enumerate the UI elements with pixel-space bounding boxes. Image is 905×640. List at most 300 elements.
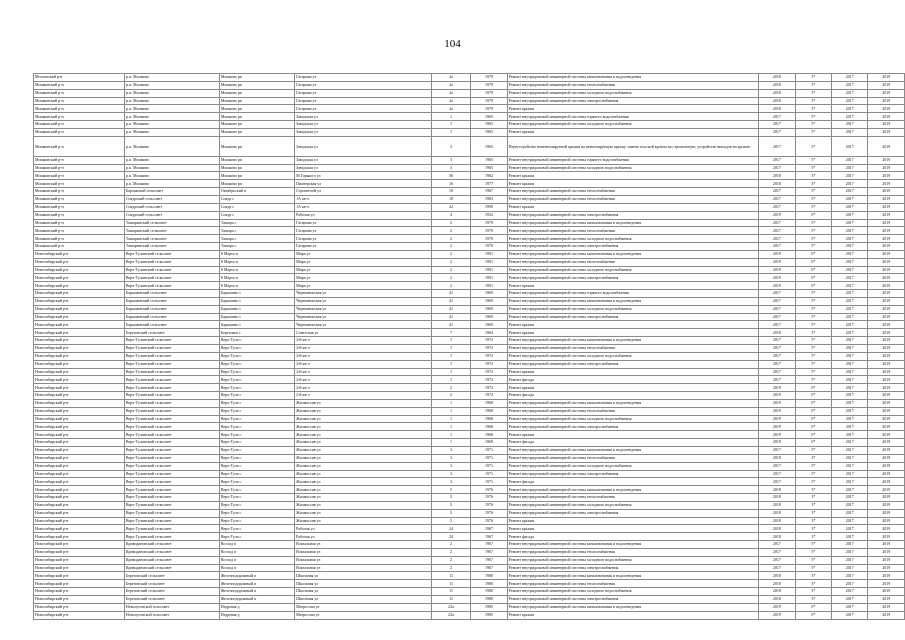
period-start-cell: 2017 (832, 188, 868, 196)
period-end-cell: 2019 (868, 611, 905, 619)
priority-cell: 3* (795, 517, 831, 525)
priority-cell: 5* (795, 337, 831, 345)
district-cell: Новосибирский р-н (34, 384, 125, 392)
period-end-cell: 2019 (868, 305, 905, 313)
locality-cell: Железнодорожный п (219, 588, 294, 596)
district-cell: Новосибирский р-н (34, 486, 125, 494)
locality-cell: Верх-Тула с (219, 384, 294, 392)
table-row (34, 525, 905, 533)
district-cell: Московский р-н (34, 74, 125, 82)
locality-cell: Барышево с (219, 313, 294, 321)
work-type-cell: Ремонт внутридомовой инженерной системы холодного водоснабжения (507, 121, 759, 129)
table-row (34, 564, 905, 572)
district-cell: Новосибирский р-н (34, 329, 125, 337)
locality-cell: Ташара с (219, 243, 294, 251)
work-type-cell: Ремонт крыши (507, 384, 759, 392)
district-cell: Новосибирский р-н (34, 368, 125, 376)
period-start-cell: 2017 (832, 431, 868, 439)
street-cell: Черепановская ул (295, 305, 432, 313)
year-built-cell: 1967 (471, 525, 507, 533)
year-built-cell: 1980 (471, 588, 507, 596)
priority-cell: 3* (795, 329, 831, 337)
period-start-cell: 2017 (832, 105, 868, 113)
year-built-cell: 1972 (471, 337, 507, 345)
period-end-cell: 2019 (868, 235, 905, 243)
house-cell: 16 (431, 180, 470, 188)
year-built-cell: 1967 (471, 556, 507, 564)
district-cell: Новосибирский р-н (34, 611, 125, 619)
locality-cell: Верх-Тула с (219, 517, 294, 525)
street-cell: Жилмассив ул (295, 407, 432, 415)
period-start-cell: 2017 (832, 250, 868, 258)
house-cell: 1 (431, 121, 470, 129)
program-table-container (33, 73, 905, 620)
district-cell: Новосибирский р-н (34, 258, 125, 266)
house-cell: 1 (431, 439, 470, 447)
district-cell: Новосибирский р-н (34, 596, 125, 604)
period-start-cell: 2017 (832, 462, 868, 470)
work-type-cell: Ремонт внутридомовой инженерной системы электроснабжения (507, 243, 759, 251)
house-cell: 1 (431, 360, 470, 368)
street-cell: Жилмассив ул (295, 478, 432, 486)
year-built-cell: 1968 (471, 407, 507, 415)
priority-cell: 5* (795, 164, 831, 172)
period-end-cell: 2019 (868, 297, 905, 305)
house-cell: 2 (431, 266, 470, 274)
locality-cell: Восход п (219, 556, 294, 564)
year-built-cell: 1976 (471, 509, 507, 517)
year-built-cell: 1979 (471, 97, 507, 105)
period-start-cell: 2017 (832, 564, 868, 572)
municipality-cell: Верх-Тулинский сельсовет (124, 384, 219, 392)
locality-cell: Верх-Тула с (219, 486, 294, 494)
period-start-cell: 2017 (832, 180, 868, 188)
locality-cell: Железнодорожный п (219, 596, 294, 604)
municipality-cell: Ташаринский сельсовет (124, 219, 219, 227)
street-cell: Жилмассив ул (295, 517, 432, 525)
district-cell: Новосибирский р-н (34, 454, 125, 462)
period-start-cell: 2017 (832, 423, 868, 431)
work-type-cell: Ремонт внутридомовой инженерной системы холодного водоснабжения (507, 266, 759, 274)
year-built-cell: 1972 (471, 345, 507, 353)
locality-cell: Верх-Тула с (219, 352, 294, 360)
work-type-cell: Ремонт внутридомовой инженерной системы холодного водоснабжения (507, 462, 759, 470)
district-cell: Новосибирский р-н (34, 580, 125, 588)
street-cell: Заводская ул (295, 128, 432, 136)
priority-cell: 5* (795, 188, 831, 196)
period-start-cell: 2017 (832, 164, 868, 172)
house-cell: 2а (431, 74, 470, 82)
period-start-cell: 2017 (832, 128, 868, 136)
period-start-cell: 2017 (832, 211, 868, 219)
plan-year-cell: 2017 (759, 548, 795, 556)
work-type-cell: Ремонт внутридомовой инженерной системы теплоснабжения (507, 345, 759, 353)
period-end-cell: 2019 (868, 258, 905, 266)
period-end-cell: 2019 (868, 596, 905, 604)
locality-cell: Мошково рп (219, 81, 294, 89)
period-end-cell: 2019 (868, 548, 905, 556)
period-end-cell: 2019 (868, 164, 905, 172)
priority-cell: 3* (795, 580, 831, 588)
period-start-cell: 2017 (832, 266, 868, 274)
table-row (34, 501, 905, 509)
house-cell: 3 (431, 164, 470, 172)
period-end-cell: 2019 (868, 345, 905, 353)
house-cell: 2а (431, 105, 470, 113)
year-built-cell: 1976 (471, 494, 507, 502)
period-end-cell: 2019 (868, 360, 905, 368)
table-row (34, 321, 905, 329)
priority-cell: 3* (795, 509, 831, 517)
period-end-cell: 2019 (868, 81, 905, 89)
year-built-cell: 1969 (471, 321, 507, 329)
priority-cell: 3* (795, 105, 831, 113)
municipality-cell: Верх-Тулинский сельсовет (124, 258, 219, 266)
locality-cell: Верх-Тула с (219, 478, 294, 486)
locality-cell: Мошково рп (219, 156, 294, 164)
work-type-cell: Ремонт внутридомовой инженерной системы электроснабжения (507, 211, 759, 219)
house-cell: 2 (431, 235, 470, 243)
work-type-cell: Ремонт внутридомовой инженерной системы теплоснабжения (507, 407, 759, 415)
house-cell: 41 (431, 297, 470, 305)
period-start-cell: 2017 (832, 454, 868, 462)
priority-cell: 0* (795, 274, 831, 282)
work-type-cell: Ремонт крыши (507, 368, 759, 376)
period-end-cell: 2019 (868, 172, 905, 180)
work-type-cell: Ремонт внутридомовой инженерной системы электроснабжения (507, 509, 759, 517)
period-end-cell: 2019 (868, 195, 905, 203)
work-type-cell: Ремонт крыши (507, 525, 759, 533)
period-end-cell: 2019 (868, 399, 905, 407)
house-cell: 2а (431, 89, 470, 97)
municipality-cell: Барышевский сельсовет (124, 290, 219, 298)
municipality-cell: Барышевский сельсовет (124, 297, 219, 305)
year-built-cell: 1969 (471, 290, 507, 298)
street-cell: Гагарина ул (295, 97, 432, 105)
work-type-cell: Ремонт крыши (507, 431, 759, 439)
street-cell: Заводская ул (295, 156, 432, 164)
year-built-cell: 1971 (471, 470, 507, 478)
house-cell: 2 (431, 250, 470, 258)
priority-cell: 3* (795, 494, 831, 502)
year-built-cell: 1970 (471, 243, 507, 251)
period-end-cell: 2019 (868, 227, 905, 235)
priority-cell: 3* (795, 572, 831, 580)
municipality-cell: Верх-Тулинский сельсовет (124, 360, 219, 368)
plan-year-cell: 2019 (759, 423, 795, 431)
house-cell: 2 (431, 541, 470, 549)
district-cell: Новосибирский р-н (34, 376, 125, 384)
plan-year-cell: 2018 (759, 572, 795, 580)
priority-cell: 5* (795, 235, 831, 243)
year-built-cell: 1976 (471, 517, 507, 525)
district-cell: Новосибирский р-н (34, 478, 125, 486)
district-cell: Новосибирский р-н (34, 548, 125, 556)
table-row (34, 533, 905, 541)
table-row (34, 274, 905, 282)
table-row (34, 164, 905, 172)
table-row (34, 517, 905, 525)
table-row (34, 368, 905, 376)
house-cell: 4 (431, 211, 470, 219)
street-cell: Жилмассив ул (295, 423, 432, 431)
district-cell: Мошковский р-н (34, 113, 125, 121)
municipality-cell: Верх-Тулинский сельсовет (124, 525, 219, 533)
priority-cell: 5* (795, 321, 831, 329)
year-built-cell: 1969 (471, 313, 507, 321)
house-cell: 1 (431, 423, 470, 431)
period-end-cell: 2019 (868, 321, 905, 329)
district-cell: Новосибирский р-н (34, 501, 125, 509)
plan-year-cell: 2018 (759, 494, 795, 502)
year-built-cell: 1979 (471, 105, 507, 113)
period-start-cell: 2017 (832, 282, 868, 290)
district-cell: Новосибирский р-н (34, 572, 125, 580)
locality-cell: Мошково рп (219, 89, 294, 97)
year-built-cell: 1968 (471, 431, 507, 439)
house-cell: 41 (431, 313, 470, 321)
locality-cell: Барышево с (219, 321, 294, 329)
municipality-cell: Барышевский сельсовет (124, 313, 219, 321)
period-start-cell: 2017 (832, 243, 868, 251)
district-cell: Мошковский р-н (34, 211, 125, 219)
municipality-cell: Верх-Тулинский сельсовет (124, 345, 219, 353)
house-cell: 5 (431, 517, 470, 525)
plan-year-cell: 2017 (759, 195, 795, 203)
period-end-cell: 2019 (868, 203, 905, 211)
locality-cell: Барышево с (219, 305, 294, 313)
period-start-cell: 2017 (832, 603, 868, 611)
work-type-cell: Ремонт внутридомовой инженерной системы электроснабжения (507, 423, 759, 431)
table-row (34, 572, 905, 580)
table-row (34, 541, 905, 549)
municipality-cell: р.п. Мошково (124, 164, 219, 172)
locality-cell: Мошково рп (219, 113, 294, 121)
municipality-cell: Верх-Тулинский сельсовет (124, 517, 219, 525)
plan-year-cell: 2018 (759, 486, 795, 494)
program-table (33, 73, 905, 620)
municipality-cell: р.п. Мошково (124, 156, 219, 164)
work-type-cell: Ремонт фасада (507, 533, 759, 541)
district-cell: Новосибирский р-н (34, 360, 125, 368)
period-start-cell: 2017 (832, 156, 868, 164)
house-cell: 2 (431, 564, 470, 572)
year-built-cell: 1965 (471, 156, 507, 164)
municipality-cell: Верх-Тулинский сельсовет (124, 266, 219, 274)
district-cell: Новосибирский р-н (34, 541, 125, 549)
period-end-cell: 2019 (868, 517, 905, 525)
street-cell: Жилмассив ул (295, 486, 432, 494)
street-cell: Жилмассив ул (295, 454, 432, 462)
period-start-cell: 2017 (832, 337, 868, 345)
priority-cell: 0* (795, 282, 831, 290)
period-start-cell: 2017 (832, 580, 868, 588)
district-cell: Новосибирский р-н (34, 321, 125, 329)
municipality-cell: Верх-Тулинский сельсовет (124, 431, 219, 439)
district-cell: Новосибирский р-н (34, 462, 125, 470)
locality-cell: Мошково рп (219, 172, 294, 180)
street-cell: 2-й кв-л (295, 376, 432, 384)
year-built-cell: 1968 (471, 423, 507, 431)
house-cell: 10 (431, 188, 470, 196)
priority-cell: 0* (795, 211, 831, 219)
plan-year-cell: 2019 (759, 415, 795, 423)
locality-cell: Сокур с (219, 195, 294, 203)
period-end-cell: 2019 (868, 250, 905, 258)
priority-cell: 3* (795, 172, 831, 180)
table-row (34, 603, 905, 611)
street-cell: Жилмассив ул (295, 501, 432, 509)
plan-year-cell: 2018 (759, 580, 795, 588)
priority-cell: 0* (795, 431, 831, 439)
period-start-cell: 2017 (832, 97, 868, 105)
period-end-cell: 2019 (868, 533, 905, 541)
period-end-cell: 2019 (868, 486, 905, 494)
table-row (34, 611, 905, 619)
table-row (34, 360, 905, 368)
house-cell: 1 (431, 113, 470, 121)
plan-year-cell: 2019 (759, 250, 795, 258)
district-cell: Новосибирский р-н (34, 345, 125, 353)
work-type-cell: Ремонт крыши (507, 203, 759, 211)
plan-year-cell: 2018 (759, 105, 795, 113)
house-cell: 11 (431, 588, 470, 596)
locality-cell: Ташара с (219, 235, 294, 243)
work-type-cell: Ремонт внутридомовой инженерной системы теплоснабжения (507, 494, 759, 502)
period-end-cell: 2019 (868, 588, 905, 596)
period-end-cell: 2019 (868, 525, 905, 533)
period-start-cell: 2017 (832, 470, 868, 478)
district-cell: Новосибирский р-н (34, 274, 125, 282)
priority-cell: 5* (795, 352, 831, 360)
period-end-cell: 2019 (868, 431, 905, 439)
work-type-cell: Ремонт внутридомовой инженерной системы электроснабжения (507, 274, 759, 282)
municipality-cell: р.п. Мошково (124, 128, 219, 136)
year-built-cell: 1979 (471, 81, 507, 89)
municipality-cell: Верх-Тулинский сельсовет (124, 250, 219, 258)
street-cell: Жилмассив ул (295, 415, 432, 423)
period-start-cell: 2017 (832, 360, 868, 368)
locality-cell: Сокур с (219, 203, 294, 211)
period-end-cell: 2019 (868, 564, 905, 572)
municipality-cell: Сокурский сельсовет (124, 211, 219, 219)
period-end-cell: 2019 (868, 74, 905, 82)
plan-year-cell: 2017 (759, 478, 795, 486)
plan-year-cell: 2017 (759, 188, 795, 196)
year-built-cell: 1972 (471, 368, 507, 376)
street-cell: Вокзальная ул (295, 541, 432, 549)
table-row (34, 509, 905, 517)
plan-year-cell: 2017 (759, 113, 795, 121)
period-start-cell: 2017 (832, 596, 868, 604)
locality-cell: 8 Марта п (219, 258, 294, 266)
priority-cell: 5* (795, 136, 831, 156)
work-type-cell: Ремонт внутридомовой инженерной системы холодного водоснабжения (507, 501, 759, 509)
table-row (34, 136, 905, 156)
table-row (34, 128, 905, 136)
plan-year-cell: 2018 (759, 501, 795, 509)
table-row (34, 297, 905, 305)
period-end-cell: 2019 (868, 541, 905, 549)
locality-cell: Восход п (219, 548, 294, 556)
table-row (34, 188, 905, 196)
table-row (34, 392, 905, 400)
table-row (34, 74, 905, 82)
plan-year-cell: 2019 (759, 611, 795, 619)
priority-cell: 5* (795, 556, 831, 564)
municipality-cell: Верх-Тулинский сельсовет (124, 274, 219, 282)
year-built-cell: 1967 (471, 548, 507, 556)
work-type-cell: Ремонт внутридомовой инженерной системы теплоснабжения (507, 195, 759, 203)
street-cell: Вокзальная ул (295, 564, 432, 572)
house-cell: 11 (431, 572, 470, 580)
municipality-cell: р.п. Мошково (124, 113, 219, 121)
table-row (34, 227, 905, 235)
plan-year-cell: 2018 (759, 588, 795, 596)
priority-cell: 3* (795, 486, 831, 494)
year-built-cell: 1968 (471, 399, 507, 407)
locality-cell: Верх-Тула с (219, 501, 294, 509)
house-cell: 1 (431, 368, 470, 376)
plan-year-cell: 2017 (759, 337, 795, 345)
municipality-cell: Верх-Тулинский сельсовет (124, 415, 219, 423)
locality-cell: Верх-Тула с (219, 509, 294, 517)
work-type-cell: Ремонт внутридомовой инженерной системы теплоснабжения (507, 548, 759, 556)
municipality-cell: р.п. Мошково (124, 136, 219, 156)
period-start-cell: 2017 (832, 352, 868, 360)
municipality-cell: р.п. Мошково (124, 180, 219, 188)
plan-year-cell: 2018 (759, 89, 795, 97)
period-start-cell: 2017 (832, 541, 868, 549)
work-type-cell: Ремонт крыши (507, 329, 759, 337)
table-row (34, 494, 905, 502)
locality-cell: Верх-Тула с (219, 446, 294, 454)
locality-cell: Барышево с (219, 290, 294, 298)
locality-cell: Мошково рп (219, 105, 294, 113)
year-built-cell: 1967 (471, 564, 507, 572)
district-cell: Новосибирский р-н (34, 509, 125, 517)
work-type-cell: Ремонт внутридомовой инженерной системы канализования и водоотведения (507, 219, 759, 227)
work-type-cell: Ремонт внутридомовой инженерной системы канализования и водоотведения (507, 541, 759, 549)
house-cell: 2 (431, 219, 470, 227)
period-start-cell: 2017 (832, 446, 868, 454)
locality-cell: Ташара с (219, 227, 294, 235)
plan-year-cell: 2018 (759, 596, 795, 604)
period-start-cell: 2017 (832, 533, 868, 541)
district-cell: Новосибирский р-н (34, 407, 125, 415)
district-cell: Мошковский р-н (34, 227, 125, 235)
locality-cell: Верх-Тула с (219, 423, 294, 431)
table-row (34, 305, 905, 313)
locality-cell: Мошково рп (219, 136, 294, 156)
street-cell: Заводская ул (295, 164, 432, 172)
year-built-cell: 1991 (471, 266, 507, 274)
street-cell: 1А кв-л (295, 203, 432, 211)
priority-cell: 3* (795, 81, 831, 89)
municipality-cell: Криводановский сельсовет (124, 564, 219, 572)
district-cell: Новосибирский р-н (34, 266, 125, 274)
district-cell: Новосибирский р-н (34, 305, 125, 313)
municipality-cell: Сокурский сельсовет (124, 203, 219, 211)
year-built-cell: 1972 (471, 360, 507, 368)
period-end-cell: 2019 (868, 274, 905, 282)
district-cell: Новосибирский р-н (34, 337, 125, 345)
house-cell: 2 (431, 556, 470, 564)
priority-cell: 3* (795, 74, 831, 82)
table-row (34, 431, 905, 439)
period-end-cell: 2019 (868, 446, 905, 454)
municipality-cell: Верх-Тулинский сельсовет (124, 337, 219, 345)
